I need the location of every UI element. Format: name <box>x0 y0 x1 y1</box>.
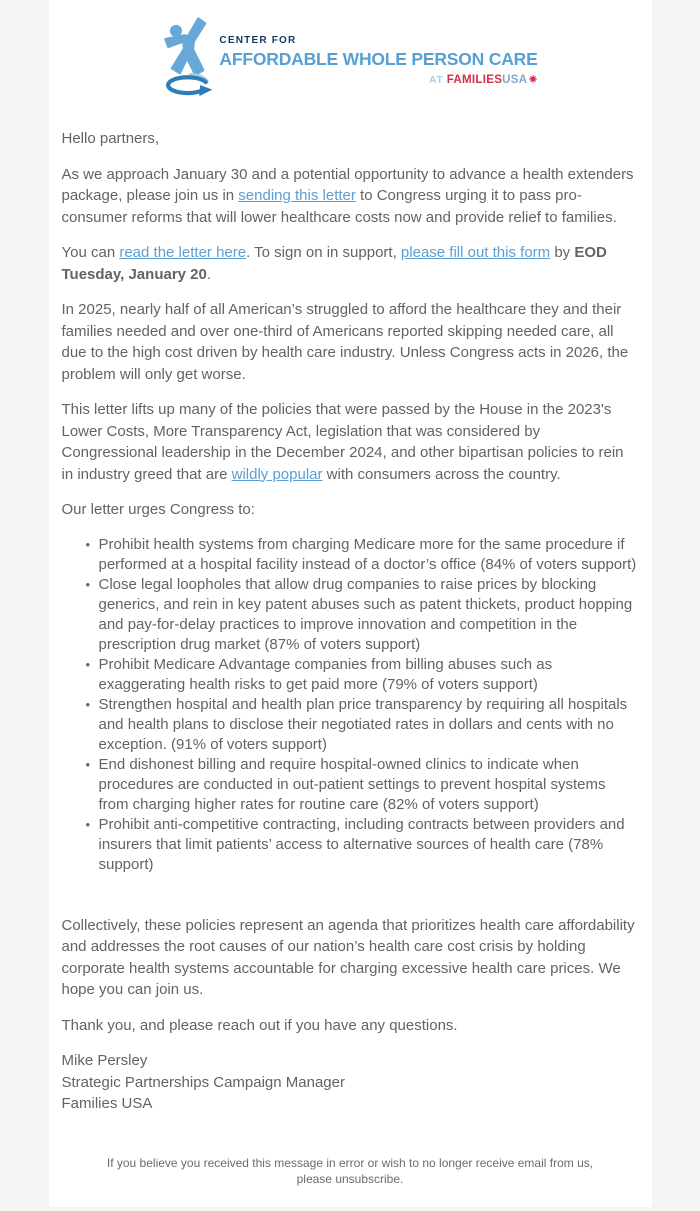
logo-families: FAMILIES <box>446 74 503 86</box>
paragraph-collectively: Collectively, these policies represent an agenda that prioritizes health care affordability and addresses the root causes of our nation’s health care cost crisis by holding corporate health systems accountable for charging excessive health care prices. We hope you can join us. <box>61 916 635 998</box>
paragraph-2025-stats: In 2025, nearly half of all American’s struggled to afford the healthcare they and their families needed and over one-third of Americans reported skipping needed care, all due to the high cost driven by health care industry. Unless Congress acts in 2026, the problem will only get worse. <box>61 301 629 383</box>
logo-title: AFFORDABLE WHOLE PERSON CARE <box>219 49 538 69</box>
list-item: • Prohibit health systems from charging Medicare more for the same procedure if performed at a hospital facility instead of a doctor’s office (84% of voters support) <box>99 535 639 575</box>
read-the-letter-link[interactable]: read the letter here <box>119 244 247 261</box>
list-item: • Close legal loopholes that allow drug companies to raise prices by blocking generics, and rein in key patent abuses such as patent thickets, product hopping and pay-for-delay practices to improve innovation and competition in the prescription drug market (87% of voters support) <box>99 575 639 655</box>
text-run: As we approach January 30 and a potential opportunity to advance a health extenders package, please join us in <box>61 165 634 204</box>
text-run: to Congress urging it to pass pro-consumer reforms that will lower healthcare costs now and provide relief to families. <box>61 187 617 226</box>
text-run: by <box>550 244 575 261</box>
logo-usa: USA <box>502 74 528 86</box>
email-body <box>62 106 639 1115</box>
logo-text-block <box>219 16 537 86</box>
text-run: . <box>400 1171 404 1186</box>
text-run: . To sign on in support, <box>246 244 401 261</box>
text-run: . <box>206 265 212 283</box>
logo-center-for: CENTER FOR <box>219 35 297 46</box>
swoosh-arrowhead <box>200 85 213 96</box>
fill-out-form-link[interactable]: please fill out this form <box>400 244 551 261</box>
list-item: • Prohibit Medicare Advantage companies from billing abuses such as exaggerating health risks to get paid more (79% of voters support) <box>99 655 639 695</box>
unsubscribe-link[interactable]: unsubscribe <box>335 1171 401 1186</box>
families-usa-star-icon: ✷ <box>528 74 538 86</box>
email-card <box>49 0 652 1207</box>
list-item: • Strengthen hospital and health plan price transparency by requiring all hospitals and health plans to disclose their negotiated rates in dollars and cents with no exception. (91% of voters support) <box>99 695 639 755</box>
list-item: • Prohibit anti-competitive contracting, including contracts between providers and insurers that limit patients’ access to alternative sources of health care (78% support) <box>99 815 639 875</box>
sending-this-letter-link[interactable]: sending this letter <box>238 187 356 204</box>
text-run: If you believe you received this message in error or wish to no longer receive email from us, please <box>106 1155 594 1186</box>
paragraph-thank-you: Thank you, and please reach out if you have any questions. <box>61 1016 458 1034</box>
paragraph-urges-congress: Our letter urges Congress to: <box>61 501 255 518</box>
deadline-text: EOD Tuesday, January 20 <box>61 244 607 283</box>
footer-disclaimer <box>62 1155 639 1187</box>
text-run: with consumers across the country. <box>322 465 561 483</box>
org-logo <box>62 14 639 106</box>
signature-block <box>62 1050 639 1115</box>
paragraph-policies <box>62 399 639 485</box>
logo-at: AT <box>429 75 444 86</box>
logo-families-usa <box>219 73 537 86</box>
paragraph-intro <box>62 164 639 229</box>
wildly-popular-link[interactable]: wildly popular <box>231 465 323 483</box>
signature-name: Mike Persley <box>61 1052 148 1069</box>
paragraph-signon <box>62 242 639 285</box>
list-item: • End dishonest billing and require hospital-owned clinics to indicate when procedures are conducted in out-patient settings to prevent hospital systems from charging higher rates for routine care (82% of voters support) <box>99 755 639 815</box>
text-run: You can <box>61 244 120 261</box>
signature-org: Families USA <box>61 1095 153 1112</box>
leaping-person-icon <box>162 16 216 98</box>
text-run: This letter lifts up many of the policies that were passed by the House in the 2023's Lower Costs, More Transparency Act, legislation that was considered by Congressional leadership in the December 2024, and other bipartisan policies to rein in industry greed that are <box>61 401 624 483</box>
signature-role: Strategic Partnerships Campaign Manager <box>61 1073 345 1091</box>
greeting: Hello partners, <box>61 130 160 147</box>
letter-demands-list <box>62 535 639 875</box>
